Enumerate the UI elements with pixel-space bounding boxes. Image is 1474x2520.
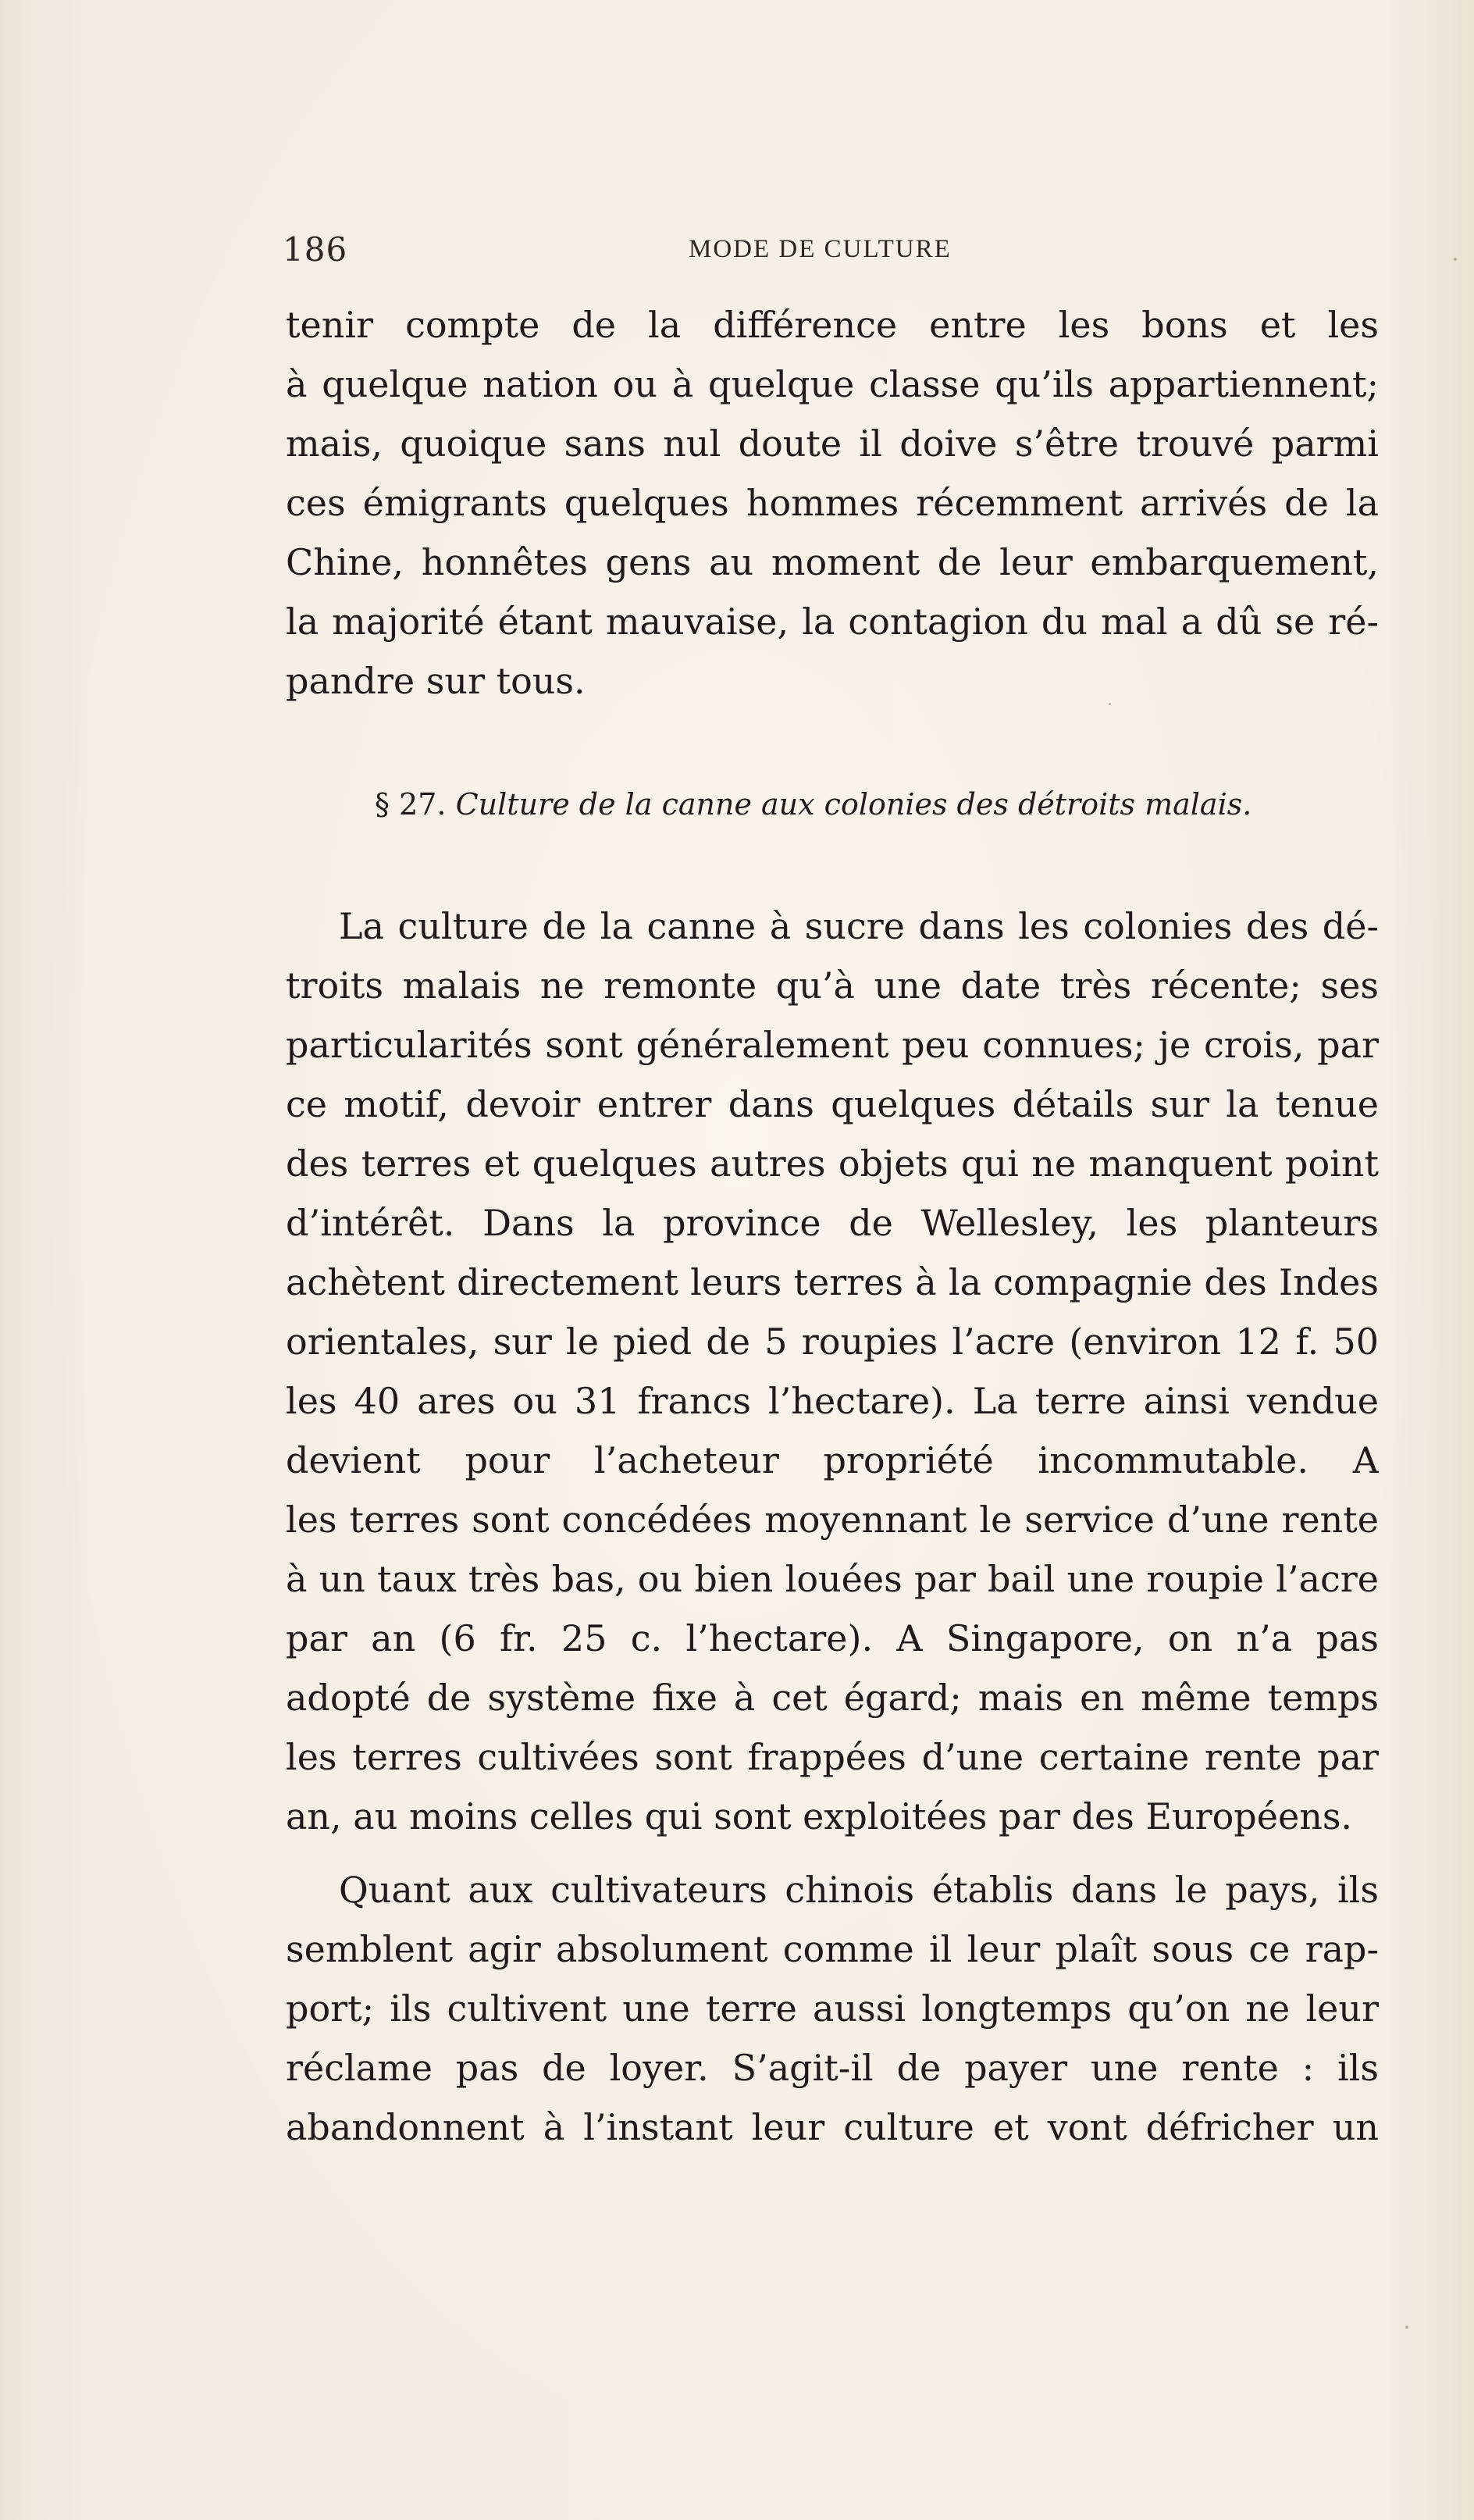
text-line: des terres et quelques autres objets qui ne manquent point <box>286 1142 1379 1185</box>
paper-speck <box>1454 258 1457 261</box>
text-line: tenir compte de la différence entre les bons et les <box>286 304 1379 346</box>
text-line: les terres sont concédées moyennant le service d’une rente <box>286 1499 1379 1541</box>
section-number: § 27. <box>375 787 447 822</box>
text-line: les 40 ares ou 31 francs l’hectare). La terre ainsi vendue <box>286 1380 1379 1422</box>
text-line: mais, quoique sans nul doute il doive s’être trouvé parmi <box>286 422 1379 465</box>
page-number: 186 <box>283 230 348 269</box>
text-line: an, au moins celles qui sont exploitées par des Européens. <box>286 1795 1353 1837</box>
text-line: la majorité étant mauvaise, la contagion du mal a dû se ré- <box>286 601 1379 643</box>
text-line: à quelque nation ou à quelque classe qu’ils appartiennent; <box>286 363 1379 405</box>
section-title: Culture de la canne aux colonies des détroits malais. <box>455 787 1252 822</box>
running-head: MODE DE CULTURE <box>689 235 952 263</box>
text-line: réclame pas de loyer. S’agit-il de payer une rente : ils <box>286 2047 1379 2089</box>
text-line: port; ils cultivent une terre aussi longtemps qu’on ne leur <box>286 1987 1379 2030</box>
paper-speck <box>1109 703 1111 705</box>
paragraph-1 <box>286 295 1379 711</box>
paper-speck <box>1405 2326 1408 2329</box>
section-heading <box>375 787 1251 822</box>
text-line: adopté de système fixe à cet égard; mais en même temps <box>286 1677 1379 1719</box>
text-line: à un taux très bas, ou bien louées par bail une roupie l’acre <box>286 1558 1379 1600</box>
text-line: achètent directement leurs terres à la compagnie des Indes <box>286 1261 1379 1303</box>
text-line: particularités sont généralement peu connues; je crois, par <box>286 1024 1379 1066</box>
text-line: ce motif, devoir entrer dans quelques détails sur la tenue <box>286 1083 1379 1125</box>
text-line: La culture de la canne à sucre dans les colonies des dé- <box>339 905 1379 947</box>
text-line: pandre sur tous. <box>286 660 586 702</box>
text-line: Quant aux cultivateurs chinois établis dans le pays, ils <box>339 1869 1379 1911</box>
page-header <box>283 230 1380 277</box>
paragraph-3 <box>286 1860 1379 2157</box>
text-line: Chine, honnêtes gens au moment de leur embarquement, <box>286 541 1379 583</box>
text-line: d’intérêt. Dans la province de Wellesley, les planteurs <box>286 1202 1379 1244</box>
text-line: abandonnent à l’instant leur culture et vont défricher un <box>286 2106 1379 2148</box>
paragraph-2 <box>286 896 1379 1846</box>
text-line: ces émigrants quelques hommes récemment arrivés de la <box>286 482 1379 524</box>
text-line: troits malais ne remonte qu’à une date très récente; ses <box>286 964 1379 1007</box>
text-line: les terres cultivées sont frappées d’une certaine rente par <box>286 1736 1379 1778</box>
text-line: par an (6 fr. 25 c. l’hectare). A Singapore, on n’a pas <box>286 1617 1379 1659</box>
text-line: devient pour l’acheteur propriété incommutable. A <box>286 1439 1379 1481</box>
text-line: orientales, sur le pied de 5 roupies l’acre (environ 12 f. 50 <box>286 1321 1379 1363</box>
text-line: semblent agir absolument comme il leur plaît sous ce rap- <box>286 1928 1379 1970</box>
